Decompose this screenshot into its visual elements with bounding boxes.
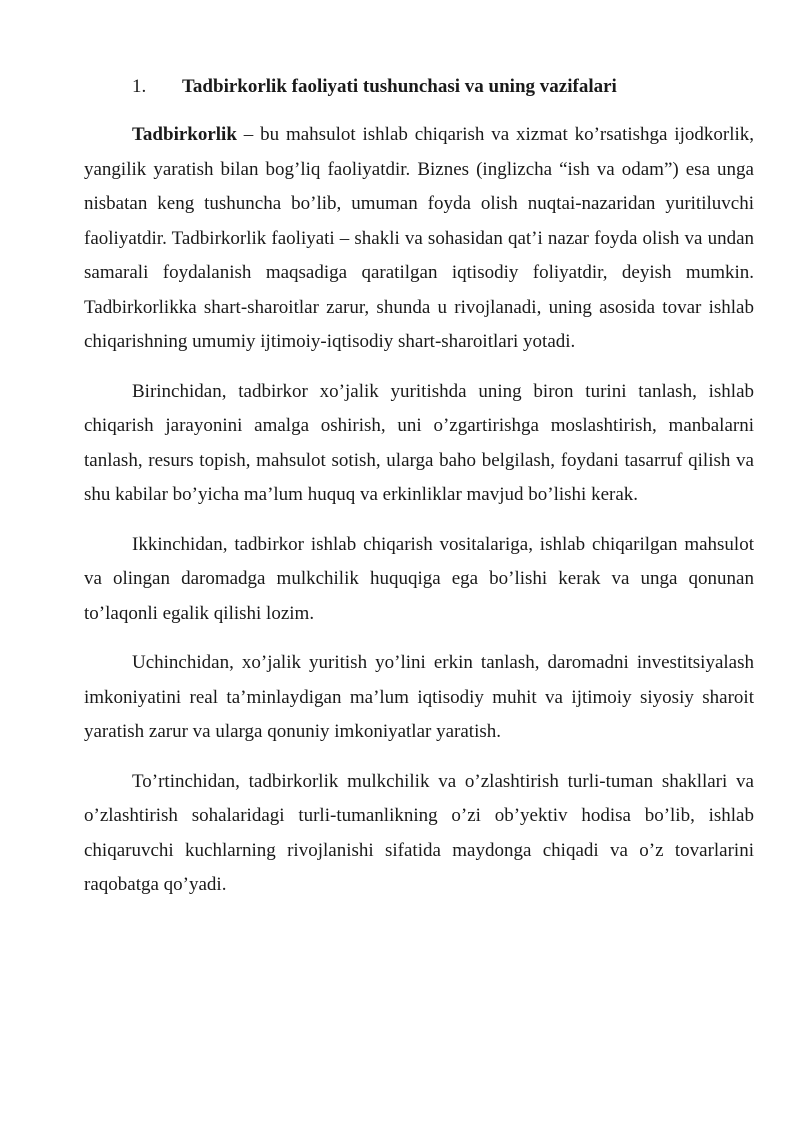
paragraph-first-condition <box>84 375 754 513</box>
paragraph-text: Uchinchidan, xo’jalik yuritish yo’lini erkin tanlash, daromadni investitsiyalash imkoniyatini real ta’minlaydigan ma’lum iqtisodiy muhit va ijtimoiy siyosiy sharoit yaratish zarur va ularga qonuniy imkoniyatlar yaratish. <box>84 652 754 742</box>
paragraph-second-condition <box>84 528 754 632</box>
paragraph-text: – bu mahsulot ishlab chiqarish va xizmat ko’rsatishga ijodkorlik, yangilik yaratish bilan bog’liq faoliyatdir. Biznes (inglizcha “ish va odam”) esa unga nisbatan keng tushuncha bo’lib, umuman foyda olish nuqtai-nazaridan yuritiluvchi faoliyatdir. Tadbirkorlik faoliyati – shakli va sohasidan qat’i nazar foyda olish va undan samarali foydalanish maqsadiga qaratilgan iqtisodiy foliyatdir, deyish mumkin. Tadbirkorlikka shart-sharoitlar zarur, shunda u rivojlanadi, uning asosida tovar ishlab chiqarishning umumiy ijtimoiy-iqtisodiy shart-sharoitlari yotadi. <box>84 124 754 352</box>
document-page <box>84 70 754 918</box>
section-number: 1. <box>132 76 147 97</box>
section-heading <box>84 70 754 104</box>
paragraph-fourth-condition <box>84 765 754 903</box>
paragraph-text: To’rtinchidan, tadbirkorlik mulkchilik va o’zlashtirish turli-tuman shakllari va o’zlashtirish sohalaridagi turli-tumanlikning o’zi ob’yektiv hodisa bo’lib, ishlab chiqaruvchi kuchlarning rivojlanishi sifatida maydonga chiqadi va o’z tovarlarini raqobatga qo’yadi. <box>84 770 754 895</box>
paragraph-definition <box>84 118 754 360</box>
paragraph-text: Birinchidan, tadbirkor xo’jalik yuritishda uning biron turini tanlash, ishlab chiqarish jarayonini amalga oshirish, uni o’zgartirishga moslashtirish, manbalarni tanlash, resurs topish, mahsulot sotish, ularga baho belgilash, foydani tasarruf qilish va shu kabilar bo’yicha ma’lum huquq va erkinliklar mavjud bo’lishi kerak. <box>84 380 754 505</box>
defined-term: Tadbirkorlik <box>132 124 237 145</box>
paragraph-text: Ikkinchidan, tadbirkor ishlab chiqarish vositalariga, ishlab chiqarilgan mahsulot va olingan daromadga mulkchilik huquqiga ega bo’lishi kerak va unga qonunan to’laqonli egalik qilishi lozim. <box>84 533 754 624</box>
paragraph-third-condition <box>84 646 754 750</box>
section-title: Tadbirkorlik faoliyati tushunchasi va uning vazifalari <box>182 76 617 97</box>
